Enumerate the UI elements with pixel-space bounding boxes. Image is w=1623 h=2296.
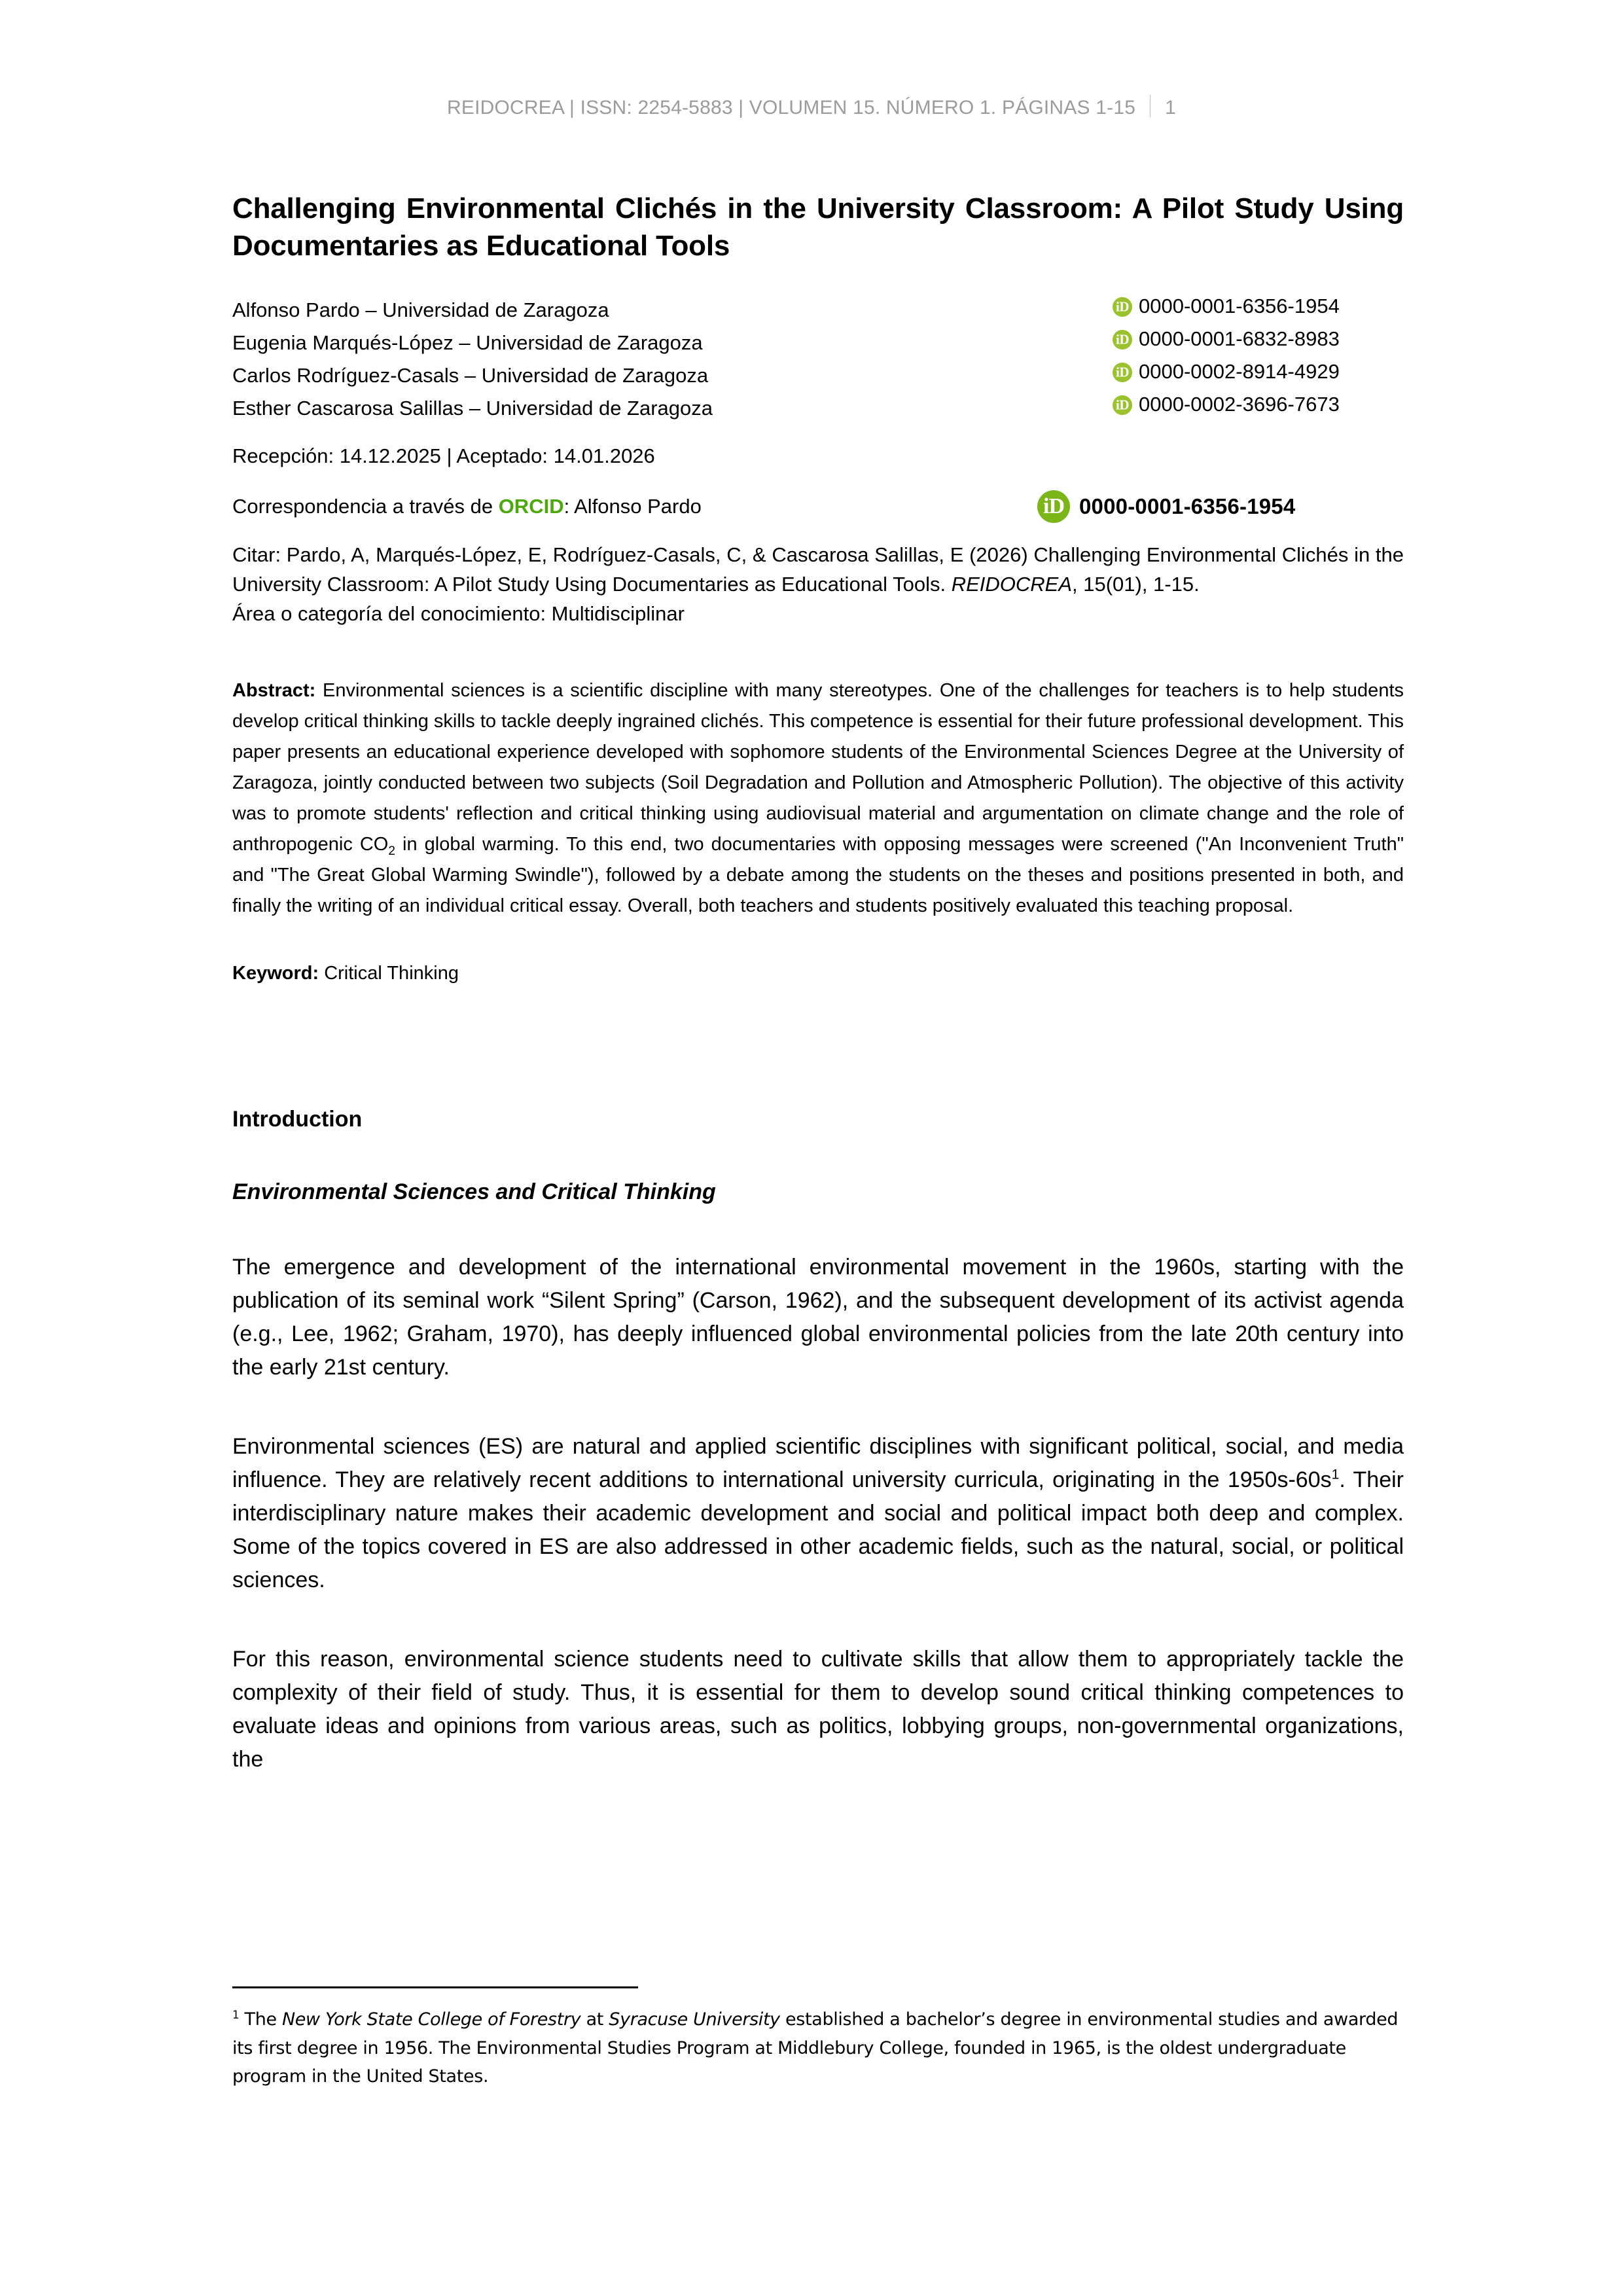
orcid-id: 0000-0002-8914-4929: [1139, 360, 1340, 384]
footnote-italic-institution-1: New York State College of Forestry: [281, 2009, 581, 2030]
correspondence-orcid-id: 0000-0001-6356-1954: [1079, 493, 1296, 518]
abstract-label: Abstract:: [232, 680, 316, 702]
author-name: Eugenia Marqués-López – Universidad de Zaragoza: [232, 331, 703, 354]
author-row: [232, 325, 1404, 357]
abstract-block: [232, 675, 1404, 922]
orcid-id: 0000-0001-6356-1954: [1139, 295, 1340, 318]
author-name: Carlos Rodríguez-Casals – Universidad de Zaragoza: [232, 363, 709, 387]
correspondence-text: [232, 495, 1037, 518]
author-row: [232, 292, 1404, 325]
author-orcid[interactable]: [1113, 325, 1340, 354]
abstract-text-part-2: in global warming. To this end, two documentaries with opposing messages were screened ("An Inconvenient Truth" and "The Great Global Warming Swindle"), followed by a debate among the students on the theses and positions presented in both, and finally the writing of an individual critical essay. Overall, both teachers and students positively evaluated this teaching proposal.: [232, 834, 1404, 917]
journal-identifier: REIDOCREA | ISSN: 2254-5883 | VOLUMEN 15. NÚMERO 1. PÁGINAS 1-15: [447, 97, 1136, 118]
citation-block: [232, 540, 1404, 600]
correspondence-prefix: Correspondencia a través de: [232, 494, 499, 518]
author-list: [232, 292, 1404, 423]
footnote-reference-marker[interactable]: 1: [1331, 1467, 1340, 1482]
author-row: [232, 390, 1404, 423]
author-orcid[interactable]: [1113, 292, 1340, 321]
footnote-zone: [232, 1986, 1404, 2091]
correspondence-row: [232, 490, 1404, 523]
running-header: [0, 92, 1623, 119]
footnote-separator-rule: [232, 1986, 638, 1988]
footnote-part-3: established a bachelor’s degree in environmental studies and awarded its first degree in 1956. The Environmental Studies Program at Middlebury College, founded in 1965, is the oldest undergraduate program in the United States.: [232, 2009, 1399, 2087]
orcid-icon: [1113, 363, 1132, 382]
author-name: Alfonso Pardo – Universidad de Zaragoza: [232, 298, 609, 321]
body-paragraph: [232, 1430, 1404, 1597]
footnote-marker: 1: [232, 2008, 240, 2021]
footnote-part-2: at: [580, 2009, 609, 2030]
correspondence-orcid-badge[interactable]: [1037, 490, 1295, 523]
section-heading-introduction: Introduction: [232, 1107, 363, 1132]
keyword-block: [232, 958, 1404, 989]
abstract-co2-subscript: 2: [388, 844, 395, 859]
orcid-id: 0000-0001-6832-8983: [1139, 327, 1340, 351]
orcid-icon: [1113, 395, 1132, 415]
footnote-italic-institution-2: Syracuse University: [609, 2009, 780, 2030]
orcid-id: 0000-0002-3696-7673: [1139, 393, 1340, 416]
orcid-icon: [1113, 330, 1132, 350]
citation-text-after: , 15(01), 1-15.: [1072, 572, 1200, 596]
footnote-part-1: The: [239, 2009, 282, 2030]
submission-dates: Recepción: 14.12.2025 | Aceptado: 14.01.2026: [232, 444, 655, 468]
author-orcid[interactable]: [1113, 390, 1340, 420]
author-row: [232, 357, 1404, 390]
orcid-icon: [1037, 490, 1070, 523]
orcid-link[interactable]: ORCID: [498, 494, 564, 518]
body-paragraph: For this reason, environmental science students need to cultivate skills that allow them to appropriately tackle the complexity of their field of study. Thus, it is essential for them to develop sound critical thinking competences to evaluate ideas and opinions from various areas, such as politics, lobbying groups, non-governmental organizations, the: [232, 1647, 1404, 1772]
correspondence-suffix: : Alfonso Pardo: [563, 494, 702, 518]
keyword-value: Critical Thinking: [319, 963, 459, 984]
abstract-text-part-1: Environmental sciences is a scientific discipline with many stereotypes. One of the challenges for teachers is to help students develop critical thinking skills to tackle deeply ingrained clichés. This competence is essential for their future professional development. This paper presents an educational experience developed with sophomore students of the Environmental Sciences Degree at the University of Zaragoza, jointly conducted between two subjects (Soil Degradation and Pollution and Atmospheric Pollution). The objective of this activity was to promote students' reflection and critical thinking using audiovisual material and argumentation on climate change and the role of anthropogenic CO: [232, 680, 1404, 855]
body-paragraph: The emergence and development of the international environmental movement in the 1960s, starting with the publication of its seminal work “Silent Spring” (Carson, 1962), and the subsequent development of its activist agenda (e.g., Lee, 1962; Graham, 1970), has deeply influenced global environmental policies from the late 20th century into the early 21st century.: [232, 1255, 1404, 1380]
page-number: 1: [1165, 97, 1176, 118]
citation-text-before: Citar: Pardo, A, Marqués-López, E, Rodríguez-Casals, C, & Cascarosa Salillas, E (2026) Challenging Environmental Clichés in the University Classroom: A Pilot Study Using Documentaries as Educational Tools.: [232, 543, 1404, 596]
keyword-label: Keyword:: [232, 963, 319, 984]
paragraph-text-part-2: . Their interdisciplinary nature makes their academic development and social and political impact both deep and complex. Some of the topics covered in ES are also addressed in other academic fields, such as the natural, social, or political sciences.: [232, 1467, 1404, 1593]
knowledge-area: Área o categoría del conocimiento: Multidisciplinar: [232, 602, 685, 626]
article-content: [232, 190, 1404, 1776]
author-orcid[interactable]: [1113, 357, 1340, 387]
footnote-entry: [232, 2005, 1404, 2091]
page-title: Challenging Environmental Clichés in the University Classroom: A Pilot Study Using Documentaries as Educational Tools: [232, 192, 1404, 262]
paragraph-text-part-1: Environmental sciences (ES) are natural and applied scientific disciplines with significant political, social, and media influence. They are relatively recent additions to international university curricula, originating in the 1950s-60s: [232, 1434, 1404, 1493]
orcid-icon: [1113, 297, 1132, 317]
subsection-heading: Environmental Sciences and Critical Thinking: [232, 1179, 716, 1205]
citation-journal-name: REIDOCREA: [951, 572, 1073, 596]
author-name: Esther Cascarosa Salillas – Universidad de Zaragoza: [232, 396, 713, 420]
